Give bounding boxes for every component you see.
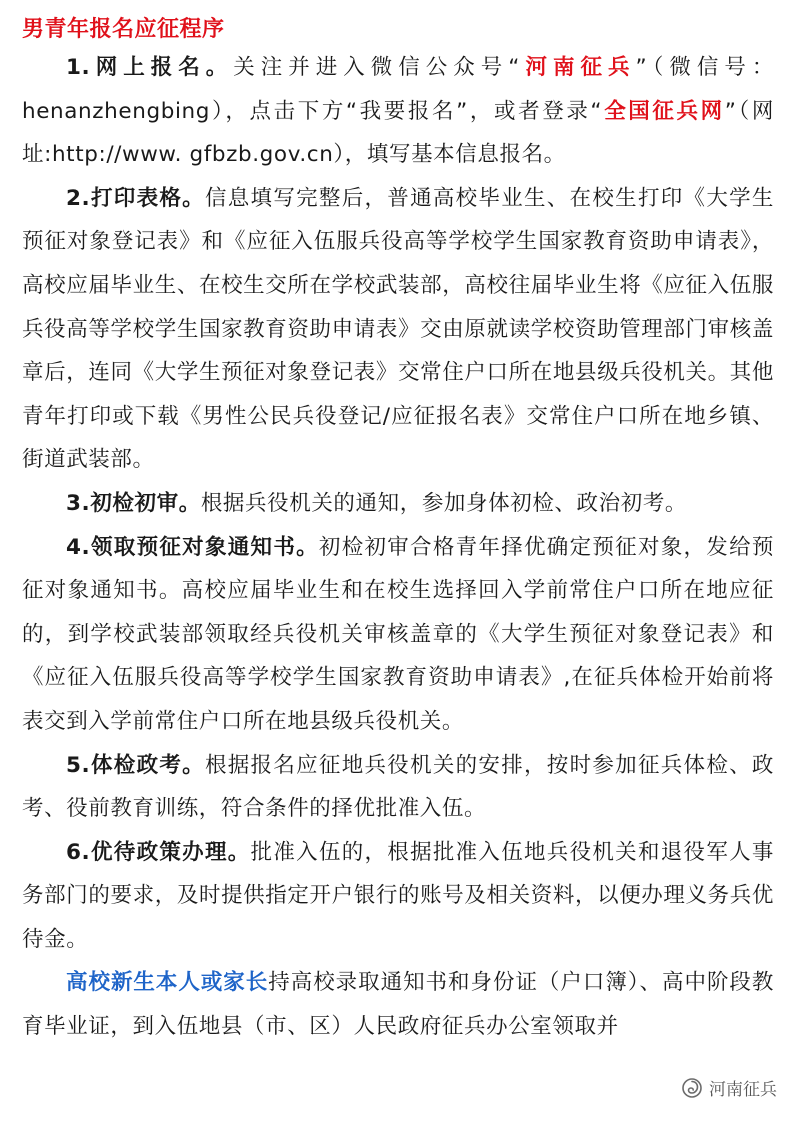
page-title: 男青年报名应征程序 <box>22 17 225 42</box>
step-2-text: 信息填写完整后，普通高校毕业生、在校生打印《大学生预征对象登记表》和《应征入伍服兵役高等学校学生国家教育资助申请表》，高校应届毕业生、在校生交所在学校武装部，高校往届毕业生将《应征入伍服兵役高等学校学生国家教育资助申请表》交由原就读学校资助管理部门审核盖章后，连同《大学生预征对象登记表》交常住户口所在地县级兵役机关。其他青年打印或下载《男性公民兵役登记/应征报名表》交常住户口所在地乡镇、街道武装部。 <box>22 185 774 473</box>
wechat-account-name: 河南征兵 <box>520 55 636 80</box>
step-5-text: 根据报名应征地兵役机关的安排，按时参加征兵体检、政考、役前教育训练，符合条件的择优批准入伍。 <box>22 752 774 822</box>
step-1-heading: 1.网上报名。 <box>66 55 234 80</box>
step-1-text-c: ”（网址:http://www. gfbzb.gov.cn），填写基本信息报名。 <box>22 98 774 168</box>
step-1-text-b: ”（微信号：henanzhengbing），点击下方“我要报名”，或者登录“ <box>22 55 775 124</box>
national-recruitment-site-name: 全国征兵网 <box>602 98 725 124</box>
wechat-official-account-icon <box>681 1077 703 1099</box>
step-3-text: 根据兵役机关的通知，参加身体初检、政治初考。 <box>200 490 688 516</box>
watermark <box>681 1075 777 1100</box>
step-1-online-registration <box>22 46 774 177</box>
new-students-paragraph <box>22 961 774 1048</box>
new-students-text: 持高校录取通知书和身份证（户口簿）、高中阶段教育毕业证，到入伍地县（市、区）人民政府征兵办公室领取并 <box>22 970 774 1040</box>
watermark-label: 河南征兵 <box>709 1080 777 1100</box>
step-2-print-forms <box>22 177 774 482</box>
step-6-heading: 6.优待政策办理。 <box>66 839 251 865</box>
step-5-medical-political-exam <box>22 744 774 831</box>
step-5-heading: 5.体检政考。 <box>66 752 205 778</box>
step-4-receive-notice <box>22 526 774 744</box>
step-3-preliminary-check <box>22 482 774 526</box>
step-3-heading: 3.初检初审。 <box>66 490 201 516</box>
step-4-heading: 4.领取预征对象通知书。 <box>66 534 319 560</box>
step-2-heading: 2.打印表格。 <box>66 185 205 211</box>
new-students-lead: 高校新生本人或家长 <box>66 970 269 996</box>
step-4-text: 初检初审合格青年择优确定预征对象，发给预征对象通知书。高校应届毕业生和在校生选择回入学前常住户口所在地应征的，到学校武装部领取经兵役机关审核盖章的《大学生预征对象登记表》和《应征入伍服兵役高等学校学生国家教育资助申请表》,在征兵体检开始前将表交到入学前常住户口所在地县级兵役机关。 <box>22 534 774 734</box>
step-1-text-a: 关注并进入微信公众号“ <box>233 55 521 80</box>
document-page <box>22 14 774 1049</box>
step-6-benefit-processing <box>22 831 774 962</box>
step-6-text: 批准入伍的，根据批准入伍地兵役机关和退役军人事务部门的要求，及时提供指定开户银行的账号及相关资料，以便办理义务兵优待金。 <box>22 839 774 952</box>
